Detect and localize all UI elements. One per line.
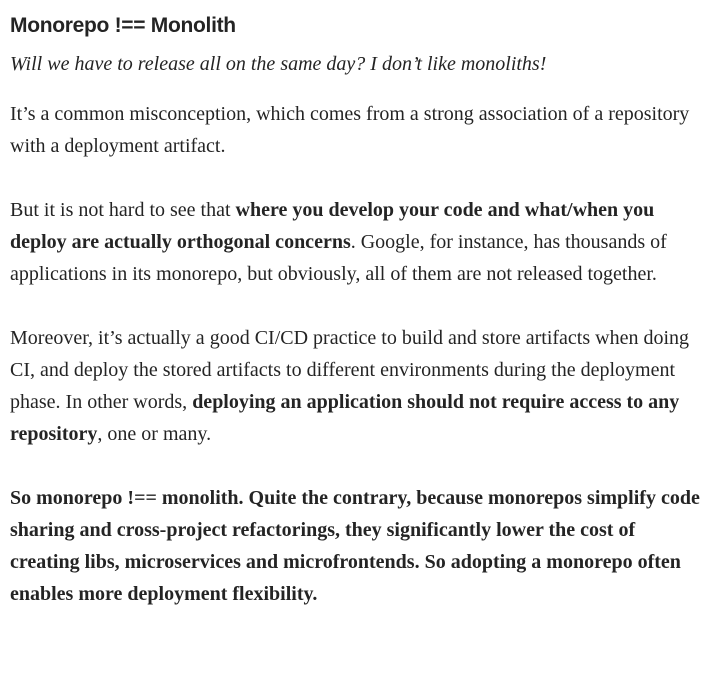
paragraph-text: But it is not hard to see that: [10, 199, 236, 221]
section-heading: Monorepo !== Monolith: [10, 14, 236, 37]
emphasis-text: deploying an application should not require access to any repository: [10, 391, 680, 445]
paragraph-conclusion: [10, 482, 700, 610]
paragraph-orthogonal-concerns: [10, 194, 700, 290]
paragraph-misconception: It’s a common misconception, which comes from a strong association of a repository with a deployment artifact.: [10, 103, 690, 157]
section-subheading: Will we have to release all on the same day? I don’t like monoliths!: [10, 53, 547, 75]
emphasis-text: So monorepo !== monolith. Quite the contrary, because monorepos simplify code sharing and cross-project refactorings, they significantly lower the cost of creating libs, microservices and microfrontends. So adopting a monorepo often enables more deployment flexibility.: [10, 487, 700, 605]
article-body: [10, 0, 700, 610]
paragraph-text: , one or many.: [97, 423, 212, 445]
paragraph-text: Moreover, it’s actually a good CI/CD practice to build and store artifacts when doing CI, and deploy the stored artifacts to different environments during the deployment phase. In other words,: [10, 327, 690, 413]
paragraph-text: . Google, for instance, has thousands of applications in its monorepo, but obviously, all of them are not released together.: [10, 231, 667, 285]
emphasis-text: where you develop your code and what/when you deploy are actually orthogonal concerns: [10, 199, 655, 253]
paragraph-ci-cd: [10, 322, 700, 450]
